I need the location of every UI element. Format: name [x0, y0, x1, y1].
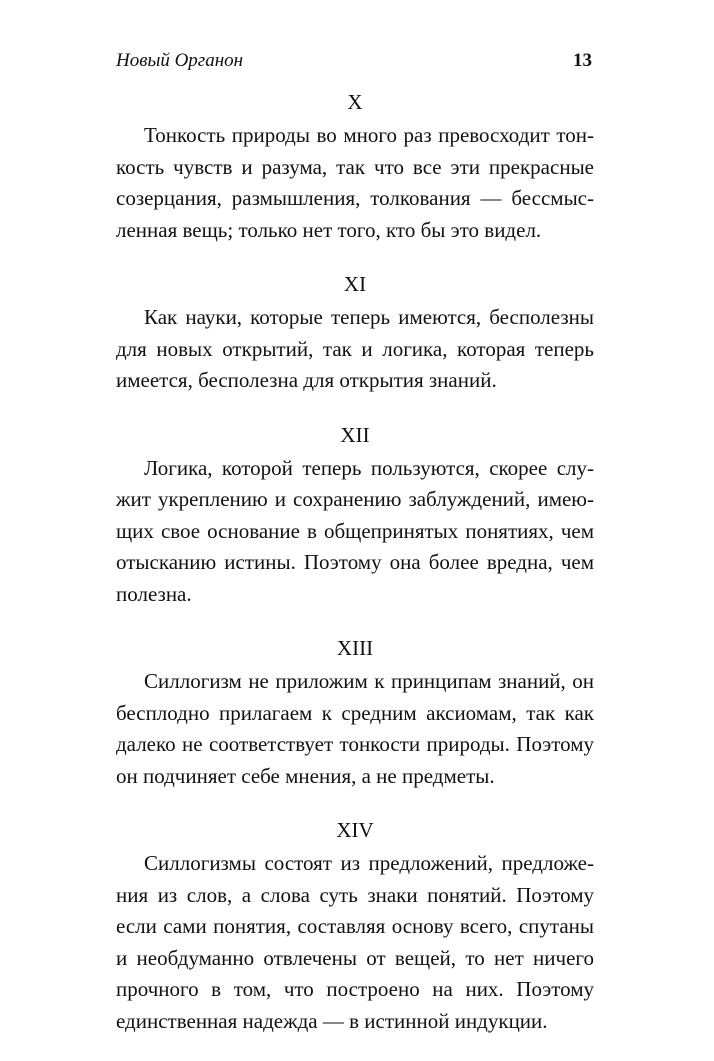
- text-line: щих свое основание в общепринятых понятиях, чем: [116, 518, 594, 543]
- text-line: Логика, которой теперь пользуются, скорее слу-: [144, 455, 594, 480]
- running-title: Новый Органон: [116, 50, 244, 71]
- text-line: созерцания, размышления, толкования — бессмыс-: [116, 186, 594, 210]
- text-line: для новых открытий, так и логика, которая теперь: [116, 336, 594, 361]
- text-line: кость чувств и разума, так что все эти прекрасные: [116, 154, 594, 179]
- text-line: и необдуманно отвлечены от вещей, то нет ничего: [116, 945, 594, 970]
- text-line: полезна.: [116, 581, 192, 606]
- text-line: имеется, бесполезна для открытия знаний.: [116, 368, 497, 392]
- page-number: 13: [573, 50, 592, 71]
- aphorism-xiii: [116, 634, 594, 792]
- text-line: Как науки, которые теперь имеются, бесполезны: [144, 305, 594, 329]
- aphorism-xiv: [116, 816, 594, 1037]
- text-line: Силлогизмы состоят из предложений, предложе-: [144, 851, 594, 875]
- aphorism-number: XIII: [336, 636, 374, 660]
- text-line: если сами понятия, составляя основу всего, спутаны: [116, 914, 594, 938]
- aphorism-text: [116, 120, 594, 246]
- aphorism-text: [116, 666, 594, 792]
- aphorism-text: [116, 848, 594, 1037]
- text-line: Силлогизм не приложим к принципам знаний, он: [144, 669, 594, 693]
- aphorism-number: XIV: [336, 818, 374, 842]
- text-line: Тонкость природы во много раз превосходит тон-: [144, 123, 594, 147]
- text-line: ленная вещь; только нет того, кто бы это видел.: [116, 217, 542, 242]
- aphorism-x: [116, 88, 594, 246]
- text-line: отысканию истины. Поэтому она более вредна, чем: [116, 550, 594, 574]
- text-line: далеко не соответствует тонкости природы. Поэтому: [116, 732, 594, 756]
- aphorism-xii: [116, 421, 594, 611]
- aphorism-text: [116, 453, 594, 611]
- main-text: [116, 88, 594, 1061]
- running-head: [116, 50, 592, 74]
- text-line: ния из слов, а слова суть знаки понятий. Поэтому: [116, 882, 594, 907]
- text-line: бесплодно прилагаем к средним аксиомам, так как: [116, 700, 594, 725]
- aphorism-text: [116, 302, 594, 397]
- text-line: он подчиняет себе мнения, а не предметы.: [116, 763, 495, 788]
- text-line: жит укреплению и сохранению заблуждений, имею-: [116, 487, 594, 511]
- aphorism-number: XII: [340, 422, 370, 447]
- aphorism-number: XI: [343, 272, 367, 296]
- text-line: единственная надежда — в истинной индукции.: [116, 1008, 548, 1033]
- aphorism-xi: [116, 270, 594, 397]
- text-line: прочного в том, что построено на них. Поэтому: [116, 977, 594, 1001]
- aphorism-number: X: [347, 90, 363, 114]
